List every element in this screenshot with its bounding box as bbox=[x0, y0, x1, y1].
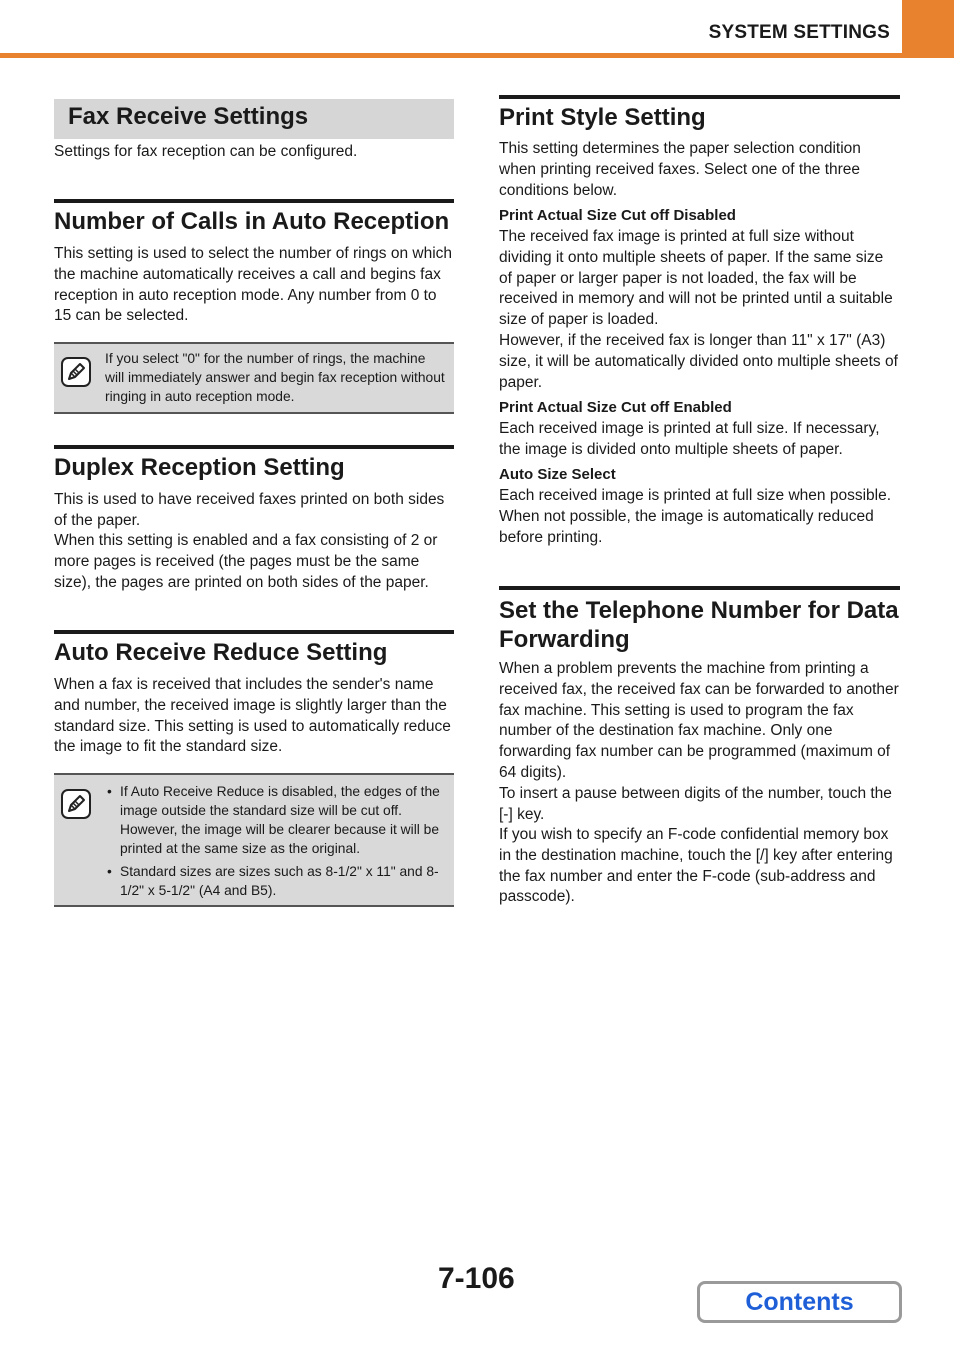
contents-button[interactable]: Contents bbox=[697, 1281, 902, 1323]
heading-duplex: Duplex Reception Setting bbox=[54, 445, 454, 482]
option-label: Auto Size Select bbox=[499, 466, 616, 483]
reduce-note-list bbox=[104, 782, 444, 904]
pencil-note-icon bbox=[61, 789, 91, 819]
duplex-body-2: When this setting is enabled and a fax consisting of 2 or more pages is received (the pages must be the same size), the pages are printed on both sides of the paper. bbox=[54, 532, 438, 591]
forwarding-body-1: When a problem prevents the machine from printing a received fax, the received fax can be forwarded to another fax machine. This setting is used to program the fax number of the destination fax machine. Only one forwarding fax number can be programmed (maximum of 64 digits). bbox=[499, 660, 899, 781]
heading-forwarding: Set the Telephone Number for Data Forwarding bbox=[499, 586, 900, 654]
intro-text: Settings for fax reception can be configured. bbox=[54, 143, 358, 160]
calls-note-text: If you select "0" for the number of rings, the machine will immediately answer and begin fax reception without ringing in auto reception mode. bbox=[105, 351, 445, 405]
list-item: • Standard sizes are sizes such as 8-1/2" x 11" and 8-1/2" x 5-1/2" (A4 and B5). bbox=[104, 862, 444, 900]
reduce-note bbox=[54, 773, 454, 907]
header-tab bbox=[902, 0, 954, 54]
page-number: 7-106 bbox=[438, 1262, 515, 1295]
header-title: SYSTEM SETTINGS bbox=[708, 22, 890, 43]
list-item: • If Auto Receive Reduce is disabled, the edges of the image outside the standard size will be cut off. However, the image will be clearer because it will be printed at the same size as the original. bbox=[104, 782, 444, 858]
option-text: Each received image is printed at full size. If necessary, the image is divided onto multiple sheets of paper. bbox=[499, 420, 880, 458]
option-label: Print Actual Size Cut off Enabled bbox=[499, 399, 732, 416]
pencil-note-icon bbox=[61, 357, 91, 387]
calls-note bbox=[54, 342, 454, 414]
section-title-box bbox=[54, 99, 454, 139]
option-text: Each received image is printed at full size when possible. When not possible, the image is automatically reduced before printing. bbox=[499, 487, 892, 546]
duplex-body-1: This is used to have received faxes printed on both sides of the paper. bbox=[54, 491, 445, 529]
heading-print-style: Print Style Setting bbox=[499, 95, 900, 132]
header-rule bbox=[0, 53, 954, 58]
heading-reduce: Auto Receive Reduce Setting bbox=[54, 630, 454, 667]
reduce-body: When a fax is received that includes the sender's name and number, the received image is slightly larger than the standard size. This setting is used to automatically reduce the image to fit the standard size. bbox=[54, 676, 451, 756]
option-label: Print Actual Size Cut off Disabled bbox=[499, 207, 736, 224]
section-title: Fax Receive Settings bbox=[68, 103, 309, 130]
forwarding-body-2: To insert a pause between digits of the number, touch the [-] key. bbox=[499, 785, 892, 823]
option-text: The received fax image is printed at full size without dividing it onto multiple sheets of paper. If the same size of paper or larger paper is not loaded, the fax will be received in memory and will not be printed until a suitable size of paper is loaded. bbox=[499, 228, 893, 329]
forwarding-body-3: If you wish to specify an F-code confidential memory box in the destination machine, touch the [/] key after entering the fax number and enter the F-code (sub-address and passcode). bbox=[499, 826, 893, 906]
heading-calls: Number of Calls in Auto Reception bbox=[54, 199, 454, 236]
print-style-body: This setting determines the paper selection condition when printing received faxes. Select one of the three conditions below. bbox=[499, 140, 861, 199]
calls-body: This setting is used to select the number of rings on which the machine automatically receives a call and begins fax reception in auto reception mode. Any number from 0 to 15 can be selected. bbox=[54, 245, 453, 325]
option-text: However, if the received fax is longer than 11" x 17" (A3) size, it will be automatically divided onto multiple sheets of paper. bbox=[499, 332, 898, 391]
